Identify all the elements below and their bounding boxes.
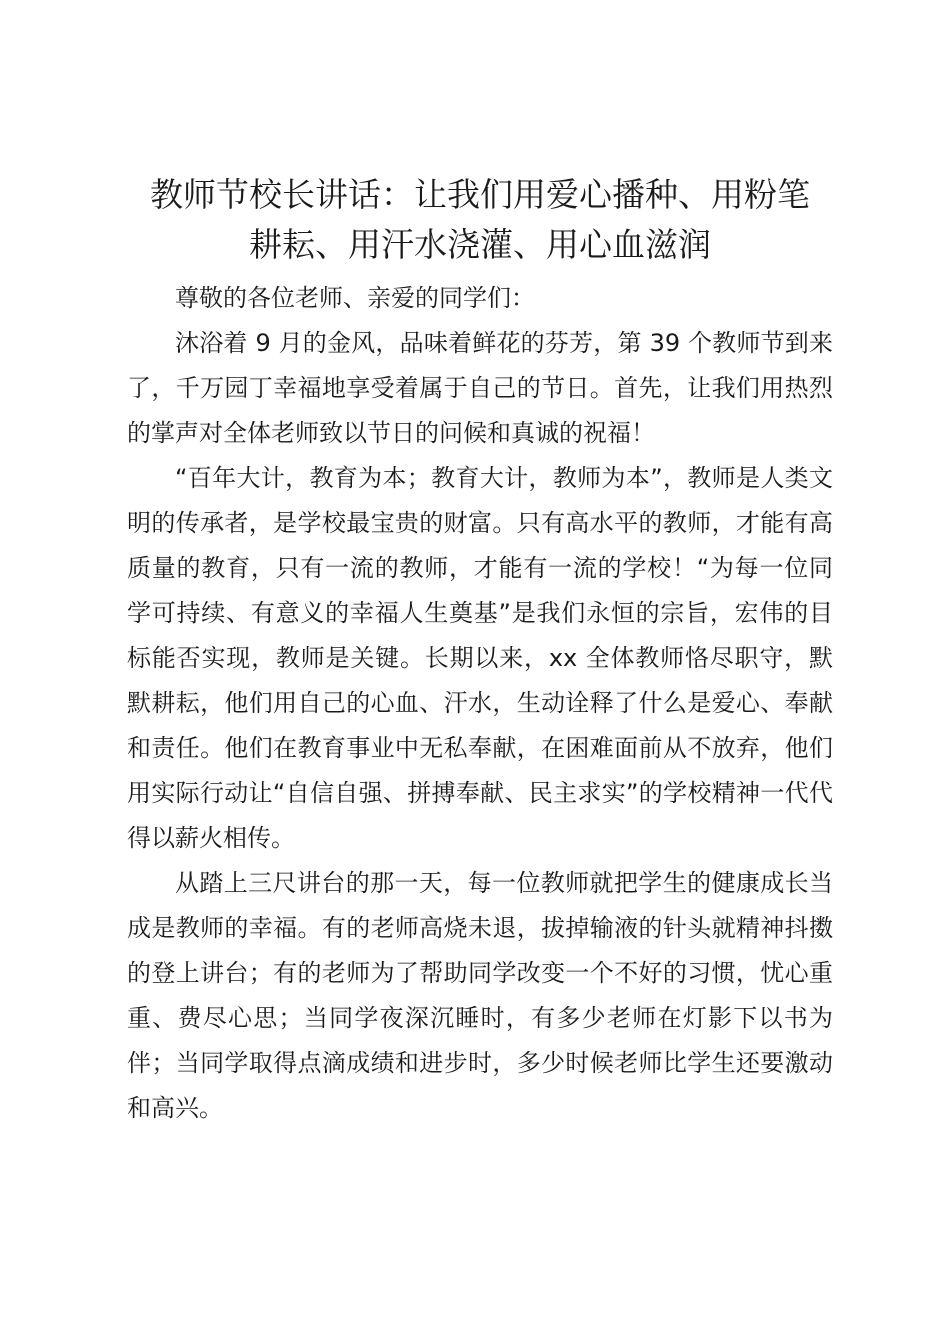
- document-page: [127, 170, 833, 1131]
- paragraph-1: 沐浴着 9 月的金风，品味着鲜花的芬芳，第 39 个教师节到来了，千万园丁幸福地享受着属于自己的节日。首先，让我们用热烈的掌声对全体老师致以节日的问候和真诚的祝福！: [127, 329, 833, 447]
- salutation: 尊敬的各位老师、亲爱的同学们：: [175, 284, 535, 312]
- title-line-2: 耕耘、用汗水浇灌、用心血滋润: [249, 225, 711, 264]
- paragraph-3: 从踏上三尺讲台的那一天，每一位教师就把学生的健康成长当成是教师的幸福。有的老师高烧未退，拔掉输液的针头就精神抖擞的登上讲台；有的老师为了帮助同学改变一个不好的习惯，忧心重重、费尽心思；当同学夜深沉睡时，有多少老师在灯影下以书为伴；当同学取得点滴成绩和进步时，多少时候老师比学生还要激动和高兴。: [127, 869, 833, 1122]
- title-line-1: 教师节校长讲话：让我们用爱心播种、用粉笔: [150, 175, 810, 214]
- document-title: [127, 170, 833, 270]
- paragraph-2: “百年大计，教育为本；教育大计，教师为本”，教师是人类文明的传承者，是学校最宝贵的财富。只有高水平的教师，才能有高质量的教育，只有一流的教师，才能有一流的学校！“为每一位同学可持续、有意义的幸福人生奠基”是我们永恒的宗旨，宏伟的目标能否实现，教师是关键。长期以来，xx 全体教师恪尽职守，默默耕耘，他们用自己的心血、汗水，生动诠释了什么是爱心、奉献和责任。他们在教育事业中无私奉献，在困难面前从不放弃，他们用实际行动让“自信自强、拼搏奉献、民主求实”的学校精神一代代得以薪火相传。: [127, 464, 833, 852]
